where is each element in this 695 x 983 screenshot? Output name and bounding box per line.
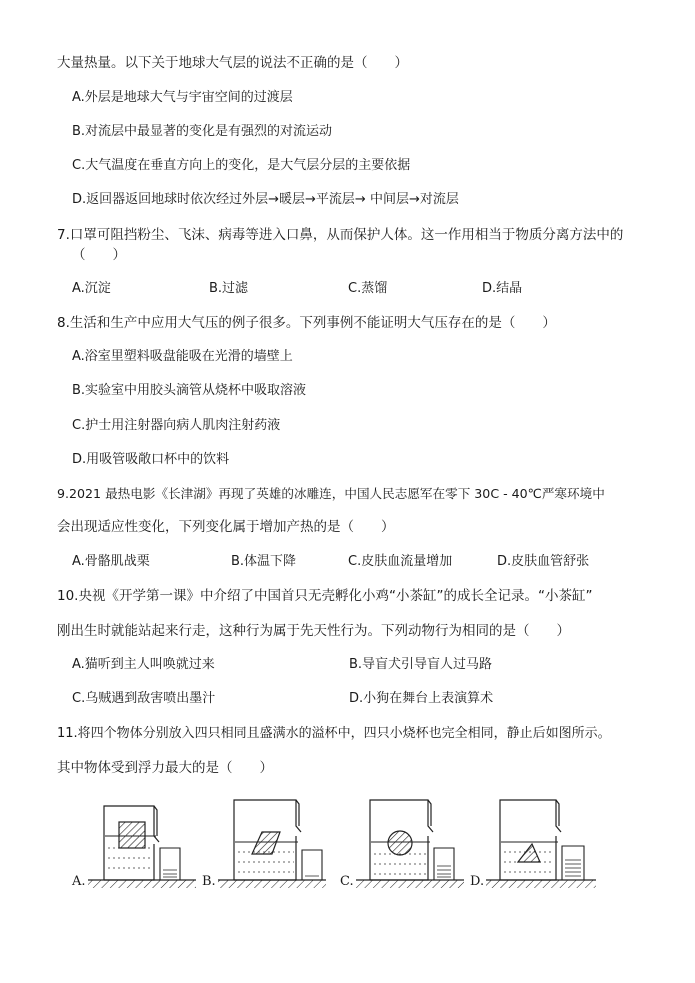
figure-c [356,800,464,888]
q10-stem: 10.央视《开学第一课》中介绍了中国首只无壳孵化小鸡“小茶缸”的成长全记录。“小茶缸” [57,588,593,604]
figure-b-label: B. [202,874,216,889]
q7-option-d: D.结晶 [482,281,523,296]
figure-d [486,800,596,888]
q6-option-c: C.大气温度在垂直方向上的变化，是大气层分层的主要依据 [72,158,411,173]
q9-option-b: B.体温下降 [231,554,297,569]
q7-stem: 7.口罩可阻挡粉尘、飞沫、病毒等进入口鼻，从而保护人体。这一作用相当于物质分离方法中的 [57,227,624,243]
figure-d-label: D. [470,874,485,889]
q8-option-a: A.浴室里塑料吸盘能吸在光滑的墙壁上 [72,349,293,364]
q9-stem-cont: 会出现适应性变化，下列变化属于增加产热的是（ ） [57,519,395,535]
q7-stem-blank: （ ） [72,247,126,263]
q8-option-d: D.用吸管吸敞口杯中的饮料 [72,452,230,467]
q7-option-a: A.沉淀 [72,281,111,296]
figure-a [88,806,196,888]
q10-option-b: B.导盲犬引导盲人过马路 [349,657,493,672]
q10-option-a: A.猫听到主人叫唤就过来 [72,657,215,672]
q8-stem: 8.生活和生产中应用大气压的例子很多。下列事例不能证明大气压存在的是（ ） [57,315,556,331]
q9-option-d: D.皮肤血管舒张 [497,554,590,569]
q6-option-a: A.外层是地球大气与宇宙空间的过渡层 [72,90,293,105]
q10-option-c: C.乌贼遇到敌害喷出墨汁 [72,691,216,706]
q10-stem-cont: 刚出生时就能站起来行走，这种行为属于先天性行为。下列动物行为相同的是（ ） [57,623,570,639]
q9-stem: 9.2021 最热电影《长津湖》再现了英雄的冰雕连，中国人民志愿军在零下 30C - 40℃严寒环境中 [57,486,605,501]
q6-stem: 大量热量。以下关于地球大气层的说法不正确的是（ ） [57,55,408,71]
figure-a-label: A. [72,874,86,889]
q11-figures [66,796,626,892]
q9-option-c: C.皮肤血流量增加 [348,554,453,569]
q11-stem-cont: 其中物体受到浮力最大的是（ ） [57,760,273,776]
q6-option-b: B.对流层中最显著的变化是有强烈的对流运动 [72,124,333,139]
q8-option-b: B.实验室中用胶头滴管从烧杯中吸取溶液 [72,383,307,398]
q7-option-c: C.蒸馏 [348,281,388,296]
q9-option-a: A.骨骼肌战栗 [72,554,150,569]
figure-b [218,800,326,888]
figure-c-label: C. [340,874,354,889]
q7-option-b: B.过滤 [209,281,249,296]
q10-option-d: D.小狗在舞台上表演算术 [349,691,494,706]
q8-option-c: C.护士用注射器向病人肌肉注射药液 [72,418,281,433]
q11-stem: 11.将四个物体分别放入四只相同且盛满水的溢杯中，四只小烧杯也完全相同，静止后如图所示。 [57,726,611,741]
q6-option-d: D.返回器返回地球时依次经过外层→暖层→平流层→ 中间层→对流层 [72,192,459,207]
